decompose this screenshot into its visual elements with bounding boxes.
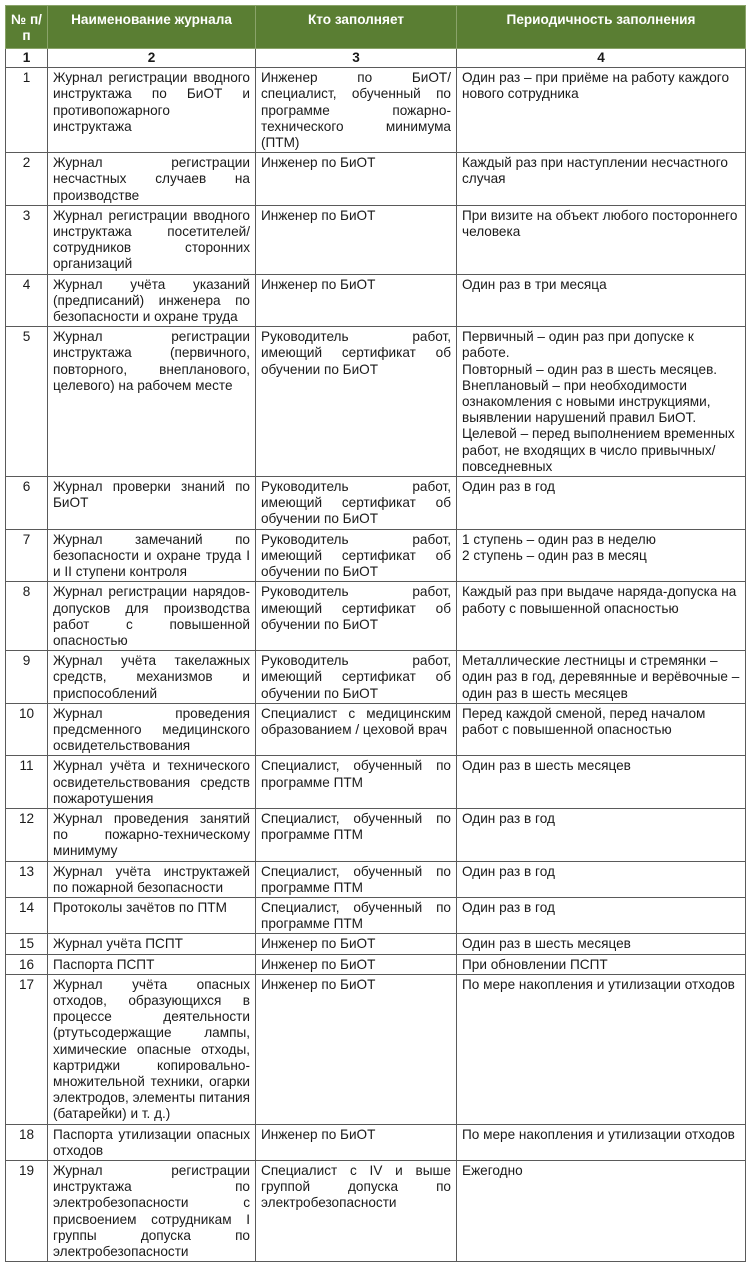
frequency-line: Металлические лестницы и стремянки – один раз в год, деревянные и верёвочные – один раз в шесть месяцев: [462, 653, 740, 701]
journal-name: Журнал учёта опасных отходов, образующихся в процессе деятельности (ртутьсодержащие лампы, химические опасные отходы, картриджи копировально-множительной техники, огарки электродов, элементы питания (батарейки) и т. д.): [48, 974, 256, 1124]
fill-frequency: [457, 934, 746, 954]
row-number: 16: [6, 954, 48, 974]
table-row: [6, 205, 746, 274]
frequency-line: Один раз в год: [462, 899, 555, 915]
journal-name: Журнал учёта ПСПТ: [48, 934, 256, 954]
frequency-line: Один раз в три месяца: [462, 276, 607, 292]
journal-name: Паспорта ПСПТ: [48, 954, 256, 974]
responsible-person: Руководитель работ, имеющий сертификат об обучении по БиОТ: [256, 651, 457, 704]
table-row: [6, 861, 746, 897]
table-row: [6, 651, 746, 704]
table-row: [6, 897, 746, 933]
frequency-line: Один раз – при приёме на работу каждого нового сотрудника: [462, 70, 730, 102]
responsible-person: Специалист, обученный по программе ПТМ: [256, 756, 457, 809]
frequency-line: 1 ступень – один раз в неделю: [462, 531, 656, 547]
column-number: 2: [48, 49, 256, 68]
journal-name: Журнал регистрации инструктажа по электробезопасности с присвоением сотрудникам I группы допуска по электробезопасности: [48, 1161, 256, 1262]
journal-name: Журнал проведения предсменного медицинского освидетельствования: [48, 703, 256, 756]
column-number: 3: [256, 49, 457, 68]
fill-frequency: [457, 327, 746, 477]
table-row: [6, 954, 746, 974]
fill-frequency: [457, 529, 746, 582]
fill-frequency: [457, 153, 746, 206]
frequency-line: Ежегодно: [462, 1163, 523, 1178]
journal-name: Паспорта утилизации опасных отходов: [48, 1124, 256, 1160]
journal-name: Журнал замечаний по безопасности и охране труда I и II ступени контроля: [48, 529, 256, 582]
header-num: № п/п: [6, 6, 48, 49]
row-number: 14: [6, 897, 48, 933]
fill-frequency: [457, 274, 746, 327]
fill-frequency: [457, 651, 746, 704]
responsible-person: Специалист с медицинским образованием / цеховой врач: [256, 703, 457, 756]
table-row: [6, 477, 746, 530]
journal-name: Журнал регистрации несчастных случаев на производстве: [48, 153, 256, 206]
responsible-person: Инженер по БиОТ: [256, 153, 457, 206]
journal-name: Журнал учёта указаний (предписаний) инженера по безопасности и охране труда: [48, 274, 256, 327]
table-row: [6, 274, 746, 327]
frequency-line: Первичный – один раз при допуске к работе.: [462, 329, 694, 361]
table-row: [6, 703, 746, 756]
responsible-person: Специалист, обученный по программе ПТМ: [256, 861, 457, 897]
row-number: 13: [6, 861, 48, 897]
row-number: 11: [6, 756, 48, 809]
responsible-person: Инженер по БиОТ/специалист, обученный по программе пожарно-технического минимума (ПТМ): [256, 68, 457, 153]
row-number: 3: [6, 205, 48, 274]
journal-name: Журнал регистрации инструктажа (первичного, повторного, внепланового, целевого) на рабочем месте: [48, 327, 256, 477]
frequency-line: По мере накопления и утилизации отходов: [462, 976, 735, 992]
header-period: Периодичность заполнения: [457, 6, 746, 49]
table-row: [6, 153, 746, 206]
frequency-line: 2 ступень – один раз в месяц: [462, 547, 647, 563]
frequency-line: Целевой – перед выполнением временных работ, не входящих в число привычных/повседневных: [462, 426, 735, 474]
header-name: Наименование журнала: [48, 6, 256, 49]
document-page: [5, 5, 745, 1262]
row-number: 12: [6, 808, 48, 861]
frequency-line: Перед каждой сменой, перед началом работ с повышенной опасностью: [462, 705, 706, 737]
table-row: [6, 1124, 746, 1160]
frequency-line: Один раз в шесть месяцев: [462, 758, 631, 774]
fill-frequency: [457, 68, 746, 153]
fill-frequency: [457, 205, 746, 274]
fill-frequency: [457, 861, 746, 897]
responsible-person: Инженер по БиОТ: [256, 974, 457, 1124]
row-number: 10: [6, 703, 48, 756]
table-row: [6, 934, 746, 954]
table-row: [6, 808, 746, 861]
row-number: 7: [6, 529, 48, 582]
responsible-person: Специалист с IV и выше группой допуска по электробезопасности: [256, 1161, 457, 1262]
journal-name: Журнал регистрации вводного инструктажа посетителей/сотрудников сторонних организаций: [48, 205, 256, 274]
row-number: 4: [6, 274, 48, 327]
responsible-person: Инженер по БиОТ: [256, 205, 457, 274]
frequency-line: При визите на объект любого постороннего человека: [462, 207, 738, 240]
frequency-line: Один раз в шесть месяцев: [462, 936, 631, 952]
frequency-line: Каждый раз при выдаче наряда-допуска на работу с повышенной опасностью: [462, 584, 737, 616]
row-number: 5: [6, 327, 48, 477]
fill-frequency: [457, 808, 746, 861]
row-number: 9: [6, 651, 48, 704]
row-number: 17: [6, 974, 48, 1124]
fill-frequency: [457, 1124, 746, 1160]
journal-name: Протоколы зачётов по ПТМ: [48, 897, 256, 933]
responsible-person: Специалист, обученный по программе ПТМ: [256, 897, 457, 933]
responsible-person: Руководитель работ, имеющий сертификат об обучении по БиОТ: [256, 582, 457, 651]
responsible-person: Инженер по БиОТ: [256, 274, 457, 327]
fill-frequency: [457, 477, 746, 530]
journal-name: Журнал регистрации вводного инструктажа по БиОТ и противопожарного инструктажа: [48, 68, 256, 153]
fill-frequency: [457, 582, 746, 651]
frequency-line: Один раз в год: [462, 863, 555, 879]
row-number: 18: [6, 1124, 48, 1160]
row-number: 2: [6, 153, 48, 206]
table-row: [6, 327, 746, 477]
table-row: [6, 1161, 746, 1262]
frequency-line: Один раз в год: [462, 479, 555, 495]
fill-frequency: [457, 756, 746, 809]
fill-frequency: [457, 703, 746, 756]
journal-name: Журнал учёта инструктажей по пожарной безопасности: [48, 861, 256, 897]
row-number: 1: [6, 68, 48, 153]
table-row: [6, 974, 746, 1124]
responsible-person: Руководитель работ, имеющий сертификат об обучении по БиОТ: [256, 327, 457, 477]
frequency-line: Один раз в год: [462, 810, 555, 826]
header-who: Кто заполняет: [256, 6, 457, 49]
journal-name: Журнал учёта такелажных средств, механизмов и приспособлений: [48, 651, 256, 704]
table-row: [6, 756, 746, 809]
table-row: [6, 582, 746, 651]
responsible-person: Инженер по БиОТ: [256, 954, 457, 974]
column-number: 4: [457, 49, 746, 68]
journal-name: Журнал учёта и технического освидетельствования средств пожаротушения: [48, 756, 256, 809]
row-number: 6: [6, 477, 48, 530]
journal-name: Журнал проверки знаний по БиОТ: [48, 477, 256, 530]
journals-table: [5, 5, 746, 1262]
journal-name: Журнал регистрации нарядов-допусков для производства работ с повышенной опасностью: [48, 582, 256, 651]
responsible-person: Специалист, обученный по программе ПТМ: [256, 808, 457, 861]
responsible-person: Инженер по БиОТ: [256, 1124, 457, 1160]
frequency-line: По мере накопления и утилизации отходов: [462, 1126, 735, 1142]
header-row: [6, 6, 746, 49]
row-number: 8: [6, 582, 48, 651]
fill-frequency: [457, 954, 746, 974]
frequency-line: Внеплановый – при необходимости ознакомления с новыми инструкциями, выявлении нарушений правил БиОТ.: [462, 377, 711, 426]
frequency-line: Каждый раз при наступлении несчастного случая: [462, 155, 728, 187]
row-number: 19: [6, 1161, 48, 1262]
responsible-person: Руководитель работ, имеющий сертификат об обучении по БиОТ: [256, 529, 457, 582]
column-number-row: [6, 49, 746, 68]
row-number: 15: [6, 934, 48, 954]
frequency-line: Повторный – один раз в шесть месяцев.: [462, 361, 718, 377]
responsible-person: Инженер по БиОТ: [256, 934, 457, 954]
journal-name: Журнал проведения занятий по пожарно-техническому минимуму: [48, 808, 256, 861]
fill-frequency: [457, 897, 746, 933]
fill-frequency: [457, 1161, 746, 1262]
table-row: [6, 68, 746, 153]
fill-frequency: [457, 974, 746, 1124]
responsible-person: Руководитель работ, имеющий сертификат об обучении по БиОТ: [256, 477, 457, 530]
column-number: 1: [6, 49, 48, 68]
table-row: [6, 529, 746, 582]
frequency-line: При обновлении ПСПТ: [462, 956, 608, 972]
